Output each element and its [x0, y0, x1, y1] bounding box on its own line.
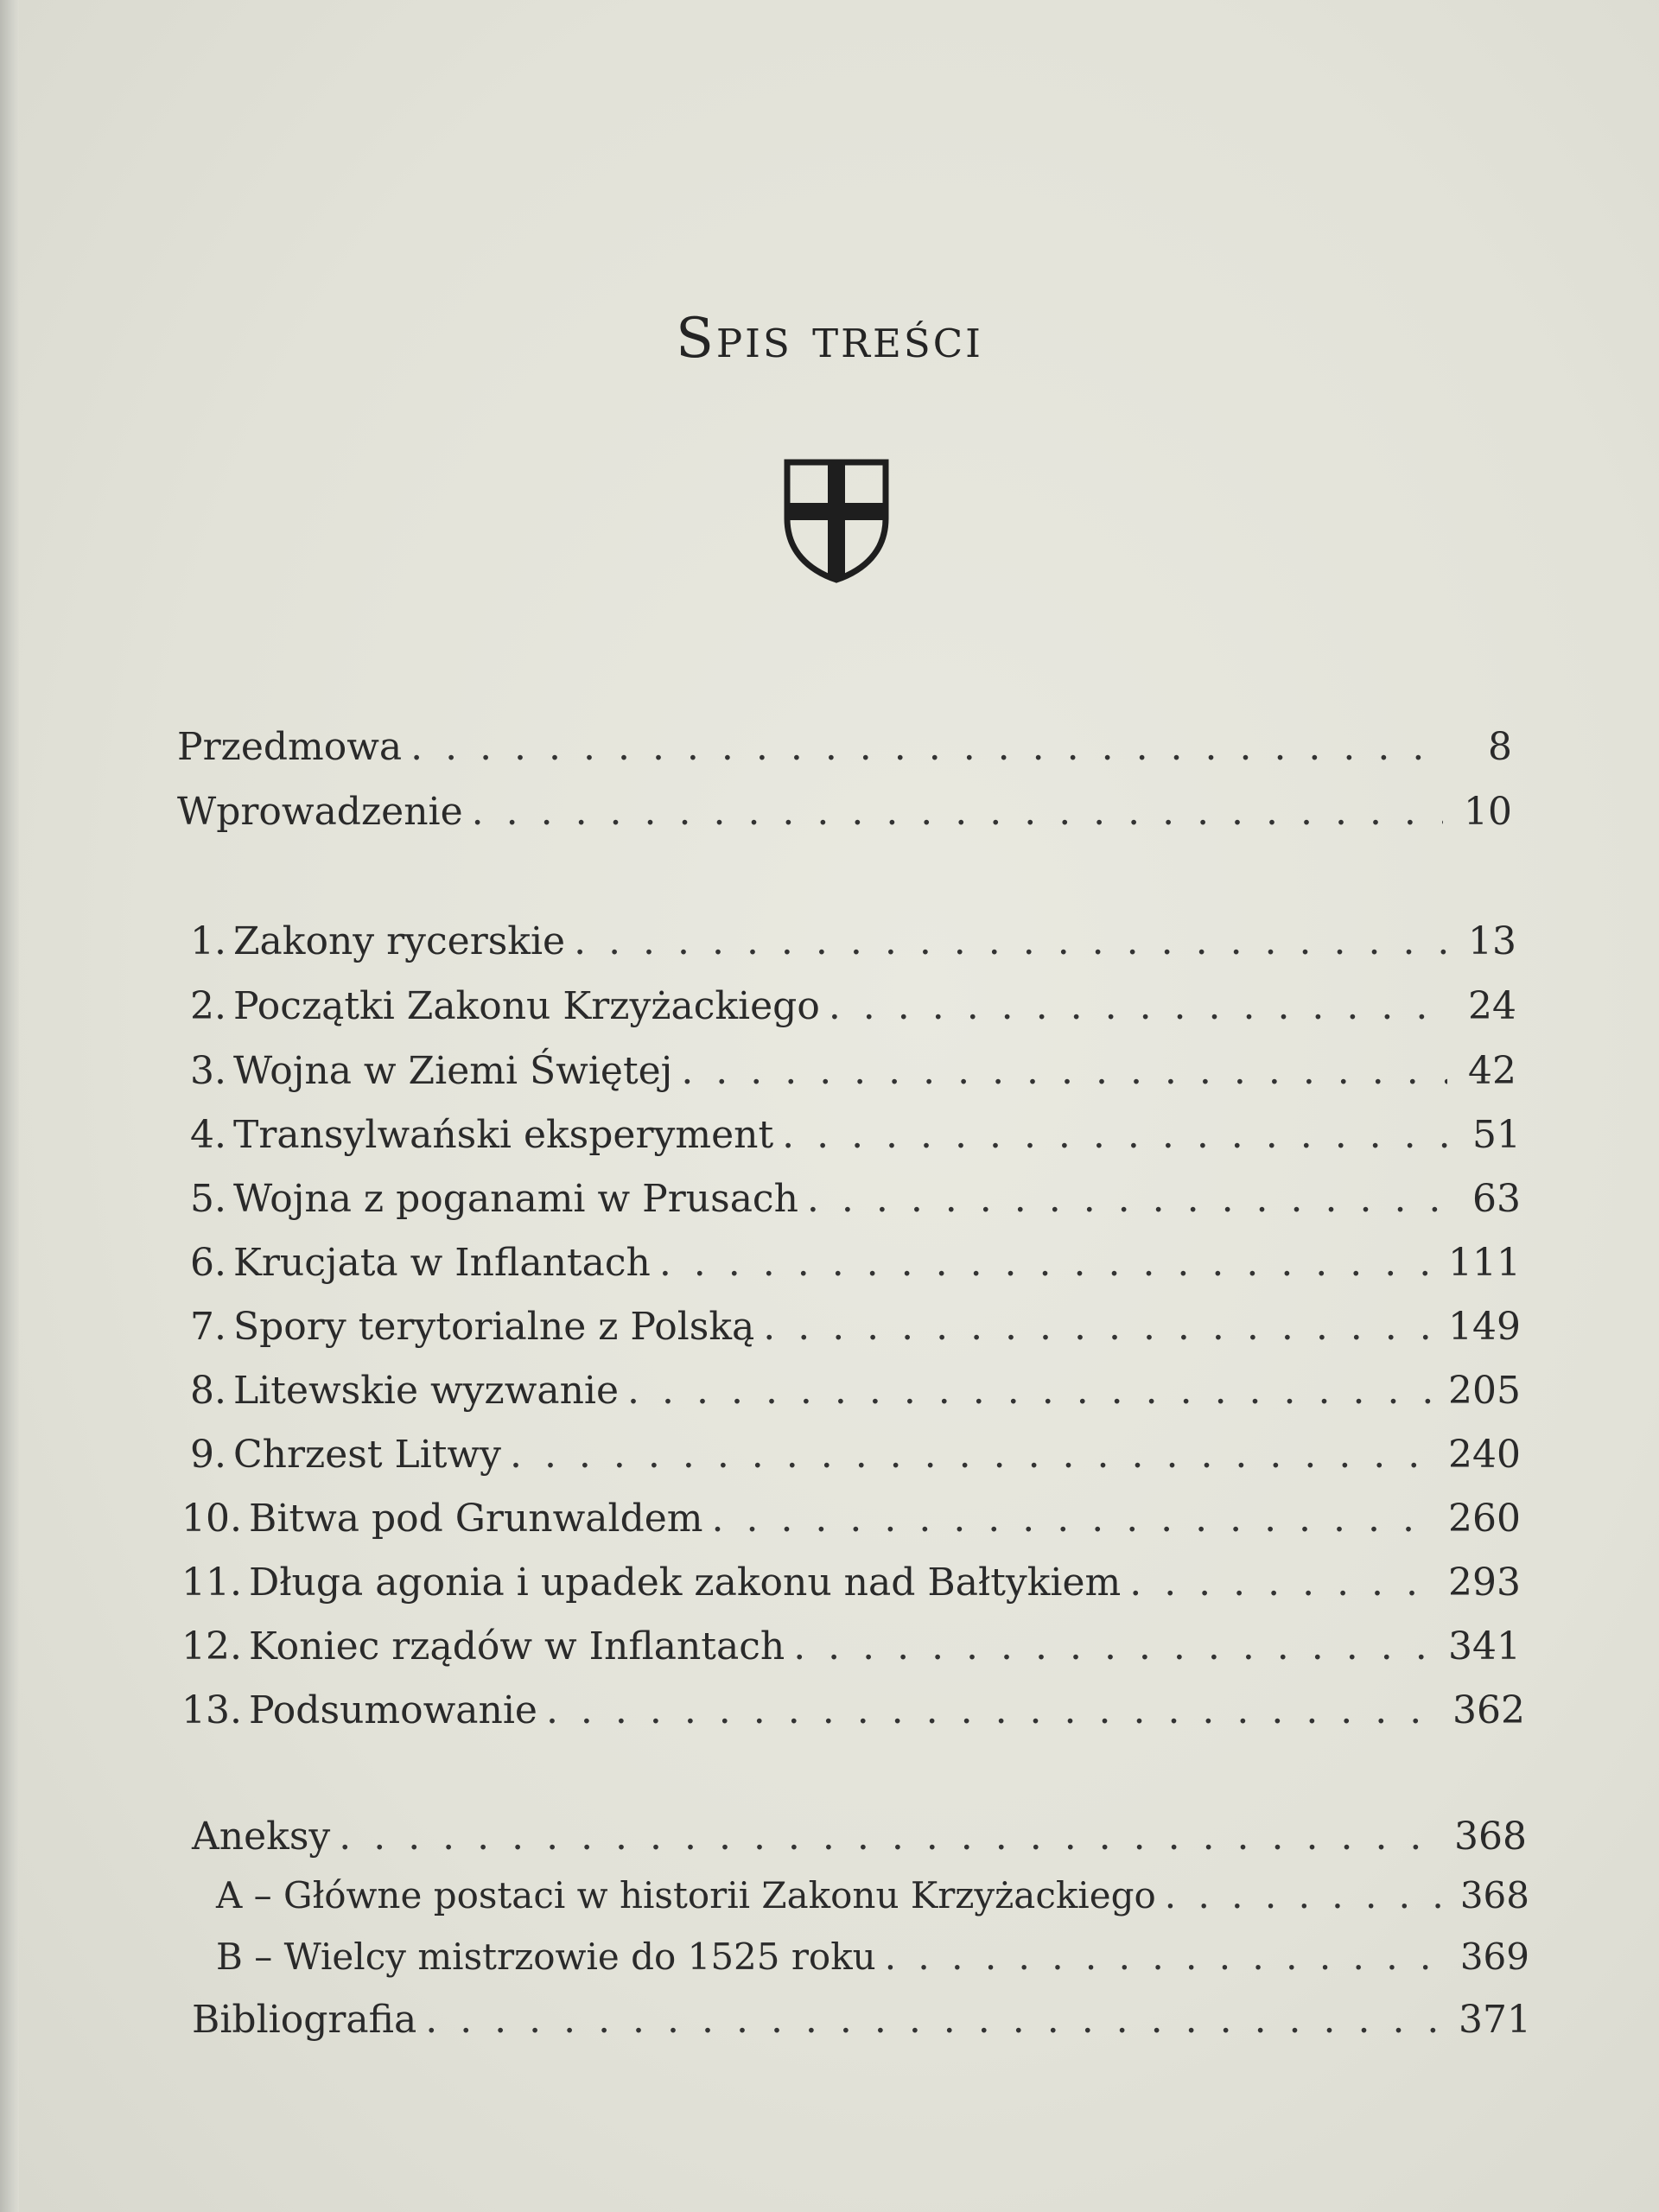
- toc-chapter-label: Wojna z poganami w Prusach: [232, 1177, 798, 1221]
- toc-chapter-page: 111: [1448, 1241, 1521, 1285]
- toc-leader-dots: [410, 721, 1443, 773]
- toc-chapter-label: Początki Zakonu Krzyżackiego: [232, 984, 820, 1028]
- toc-chapter-label: Koniec rządów w Inflantach: [248, 1624, 785, 1669]
- toc-chapter-number: 3.: [190, 1049, 226, 1093]
- toc-chapter-3: [190, 1046, 1516, 1097]
- toc-chapter-page: 205: [1448, 1369, 1521, 1413]
- toc-entry-page: 368: [1459, 1874, 1529, 1916]
- toc-chapter-label: Krucjata w Inflantach: [232, 1241, 651, 1285]
- toc-chapter-11: [181, 1557, 1521, 1609]
- toc-leader-dots: [659, 1237, 1440, 1289]
- toc-leader-dots: [425, 1994, 1450, 2046]
- toc-leader-dots: [829, 981, 1447, 1033]
- toc-chapter-10: [181, 1493, 1521, 1545]
- toc-leader-dots: [546, 1685, 1444, 1737]
- toc-chapter-number: 1.: [190, 919, 226, 963]
- toc-chapter-9: [190, 1429, 1521, 1481]
- toc-entry-label: Bibliografia: [192, 1998, 417, 2042]
- page-title: Spis treści: [676, 307, 983, 371]
- toc-chapter-label: Chrzest Litwy: [232, 1433, 501, 1477]
- toc-chapter-6: [190, 1237, 1521, 1289]
- toc-chapter-label: Długa agonia i upadek zakonu nad Bałtykiem: [248, 1560, 1122, 1605]
- toc-leader-dots: [1129, 1557, 1440, 1609]
- toc-chapter-number: 12.: [181, 1624, 242, 1669]
- toc-chapter-label: Zakony rycerskie: [232, 919, 566, 963]
- toc-chapter-label: Litewskie wyzwanie: [232, 1369, 620, 1413]
- toc-chapter-page: 42: [1468, 1049, 1516, 1093]
- toc-chapter-label: Podsumowanie: [248, 1688, 537, 1732]
- toc-chapter-page: 24: [1468, 984, 1516, 1028]
- toc-entry-page: 371: [1459, 1998, 1531, 2042]
- toc-chapter-7: [190, 1301, 1521, 1353]
- toc-leader-dots: [472, 786, 1443, 838]
- toc-chapter-page: 362: [1452, 1688, 1525, 1732]
- toc-entry-przedmowa: [177, 721, 1512, 773]
- toc-chapter-5: [190, 1173, 1521, 1225]
- toc-entry-page: 8: [1488, 725, 1512, 769]
- toc-leader-dots: [339, 1811, 1446, 1863]
- toc-chapter-page: 240: [1448, 1433, 1521, 1477]
- toc-chapter-page: 63: [1472, 1177, 1521, 1221]
- toc-chapter-page: 293: [1448, 1560, 1521, 1605]
- toc-chapter-number: 2.: [190, 984, 226, 1028]
- toc-leader-dots: [510, 1429, 1440, 1481]
- toc-entry-page: 368: [1454, 1815, 1527, 1859]
- toc-chapter-label: Wojna w Ziemi Świętej: [232, 1049, 673, 1093]
- toc-entry-label: Przedmowa: [177, 725, 403, 769]
- toc-chapter-label: Spory terytorialne z Polską: [232, 1305, 755, 1349]
- toc-chapter-number: 11.: [181, 1560, 242, 1605]
- toc-chapter-2: [190, 981, 1516, 1033]
- toc-entry-label: Aneksy: [192, 1815, 331, 1859]
- toc-chapter-label: Bitwa pod Grunwaldem: [248, 1497, 703, 1541]
- toc-chapter-number: 6.: [190, 1241, 226, 1285]
- toc-entry-bibliografia: [192, 1994, 1531, 2046]
- toc-chapter-number: 13.: [181, 1688, 242, 1732]
- toc-chapter-number: 5.: [190, 1177, 226, 1221]
- toc-entry-label: A – Główne postaci w historii Zakonu Krzyżackiego: [216, 1874, 1156, 1916]
- toc-chapter-1: [190, 916, 1516, 968]
- toc-leader-dots: [574, 916, 1447, 968]
- toc-chapter-page: 51: [1472, 1113, 1521, 1157]
- toc-leader-dots: [763, 1301, 1440, 1353]
- toc-chapter-label: Transylwański eksperyment: [232, 1113, 774, 1157]
- toc-chapter-number: 10.: [181, 1497, 242, 1541]
- toc-chapter-12: [181, 1621, 1521, 1673]
- toc-entry-page: 10: [1464, 790, 1512, 834]
- toc-leader-dots: [885, 1931, 1452, 1983]
- toc-chapter-13: [181, 1685, 1525, 1737]
- toc-leader-dots: [782, 1109, 1452, 1161]
- toc-leader-dots: [627, 1365, 1440, 1417]
- toc-entry-page: 369: [1459, 1936, 1529, 1978]
- toc-chapter-page: 260: [1448, 1497, 1521, 1541]
- toc-entry-label: Wprowadzenie: [177, 790, 463, 834]
- toc-chapter-number: 7.: [190, 1305, 226, 1349]
- toc-entry-aneksy: [192, 1811, 1527, 1863]
- toc-chapter-number: 8.: [190, 1369, 226, 1413]
- toc-leader-dots: [712, 1493, 1440, 1545]
- toc-leader-dots: [1165, 1870, 1452, 1922]
- toc-chapter-4: [190, 1109, 1521, 1161]
- toc-entry-aneks-a: [216, 1870, 1529, 1922]
- toc-entry-label: B – Wielcy mistrzowie do 1525 roku: [216, 1936, 876, 1978]
- toc-chapter-number: 4.: [190, 1113, 226, 1157]
- toc-entry-wprowadzenie: [177, 786, 1512, 838]
- toc-chapter-page: 13: [1468, 919, 1516, 963]
- toc-leader-dots: [793, 1621, 1440, 1673]
- toc-leader-dots: [681, 1046, 1447, 1097]
- toc-chapter-8: [190, 1365, 1521, 1417]
- shield-cross-icon: [783, 458, 890, 584]
- toc-chapter-page: 341: [1448, 1624, 1521, 1669]
- toc-entry-aneks-b: [216, 1931, 1529, 1983]
- toc-leader-dots: [807, 1173, 1452, 1225]
- toc-chapter-page: 149: [1448, 1305, 1521, 1349]
- toc-chapter-number: 9.: [190, 1433, 226, 1477]
